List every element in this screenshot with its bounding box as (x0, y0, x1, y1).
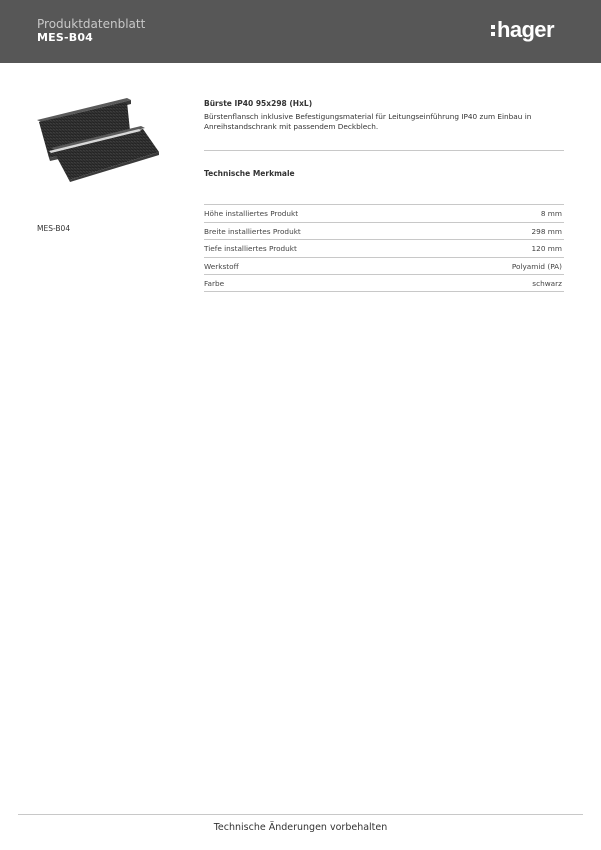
table-row (204, 274, 564, 292)
footer-divider (18, 814, 583, 815)
specs-table (204, 204, 564, 292)
spec-label: Tiefe installiertes Produkt (204, 244, 297, 254)
table-row (204, 239, 564, 257)
spec-label: Werkstoff (204, 261, 239, 271)
brush-strip-image (35, 96, 161, 182)
spec-label: Farbe (204, 279, 225, 289)
document-type-label: Produktdatenblatt (37, 17, 146, 31)
table-row (204, 204, 564, 222)
spec-value: schwarz (532, 279, 562, 289)
spec-label: Höhe installiertes Produkt (204, 209, 299, 218)
logo-wordmark: hager (497, 17, 554, 42)
spec-value: 8 mm (540, 209, 562, 218)
hager-logo (491, 17, 554, 43)
section-divider (204, 150, 564, 151)
product-code-caption: MES-B04 (37, 224, 71, 233)
table-row (204, 257, 564, 275)
product-code-title: MES-B04 (37, 31, 94, 44)
spec-value: Polyamid (PA) (511, 261, 562, 271)
spec-label: Breite installiertes Produkt (204, 226, 301, 236)
spec-value: 120 mm (531, 244, 562, 254)
specs-section-title: Technische Merkmale (204, 169, 295, 178)
product-description: Bürstenflansch inklusive Befestigungsmaterial für Leitungseinführung IP40 zum Einbau in Anreihstandschrank mit passendem Deckblech. (204, 112, 532, 131)
logo-colon-icon (491, 25, 495, 36)
page-header (0, 0, 601, 63)
table-row (204, 222, 564, 240)
footer-disclaimer: Technische Änderungen vorbehalten (213, 822, 388, 833)
product-name: Bürste IP40 95x298 (HxL) (204, 99, 313, 108)
spec-value: 298 mm (531, 226, 562, 236)
